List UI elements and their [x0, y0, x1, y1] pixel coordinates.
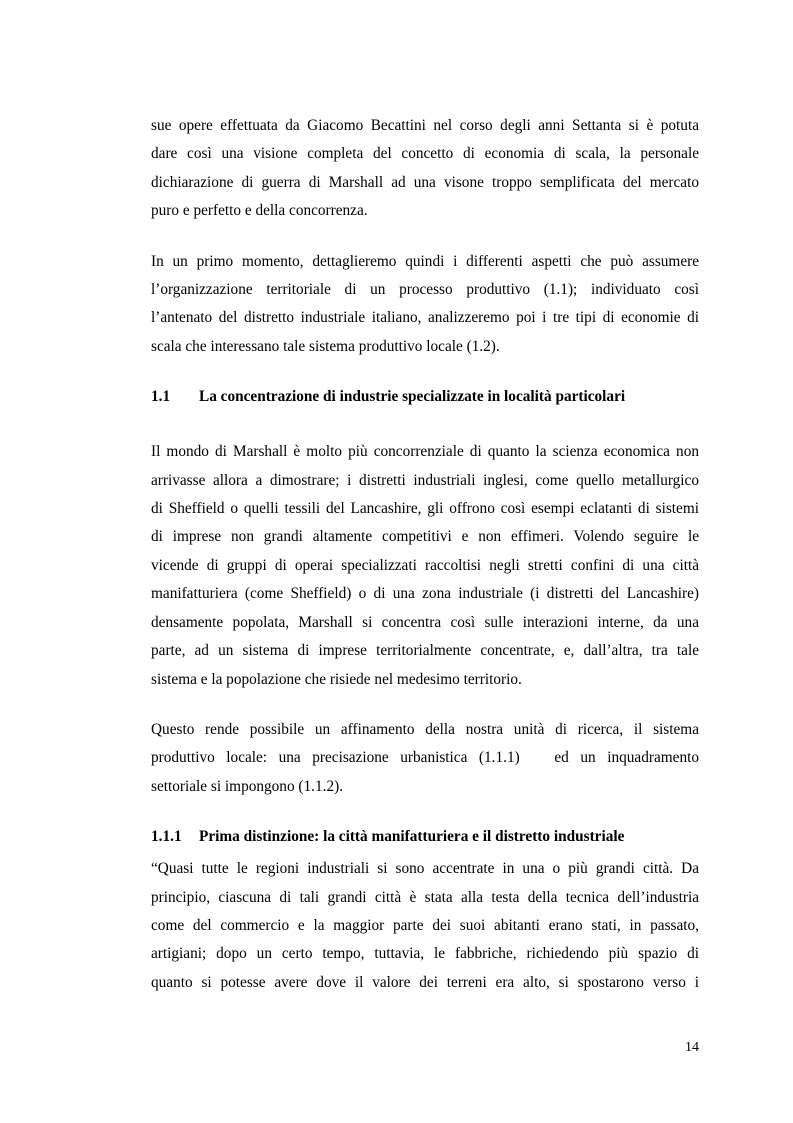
text-line: manifatturiera (come Sheffield) o di una zona industriale (i distretti del Lancashire) — [151, 585, 699, 603]
section-number: 1.1.1 — [151, 828, 182, 846]
text-line: arrivasse allora a dimostrare; i distretti industriali inglesi, come quello metallurgico — [151, 471, 699, 489]
text-line: “Quasi tutte le regioni industriali si sono accentrate in una o più grandi città. Da — [151, 860, 699, 878]
text-line: scala che interessano tale sistema produttivo locale (1.2). — [151, 337, 500, 355]
text-line: principio, ciascuna di tali grandi città è stata alla testa della tecnica dell’industria — [151, 888, 699, 906]
section-title: Prima distinzione: la città manifatturiera e il distretto industriale — [199, 828, 625, 846]
text-line: vicende di gruppi di operai specializzati raccoltisi negli stretti confini di una città — [151, 556, 699, 574]
text-line: dare così una visione completa del concetto di economia di scala, la personale — [151, 145, 699, 163]
text-line: sue opere effettuata da Giacomo Becattini nel corso degli anni Settanta si è potuta — [151, 117, 699, 134]
page-body — [151, 112, 699, 997]
text-line: puro e perfetto e della concorrenza. — [151, 202, 368, 220]
text-line: sistema e la popolazione che risiede nel medesimo territorio. — [151, 670, 522, 688]
text-line: parte, ad un sistema di imprese territorialmente concentrate, e, dall’altra, tra tale — [151, 642, 699, 660]
paragraph-3 — [151, 438, 699, 694]
page-number: 14 — [685, 1040, 699, 1055]
text-line: quanto si potesse avere dove il valore dei terreni era alto, si spostarono verso i — [151, 973, 699, 991]
text-line: In un primo momento, dettaglieremo quindi i differenti aspetti che può assumere — [151, 252, 699, 270]
text-line: come del commercio e la maggior parte dei suoi abitanti erano stati, in passato, — [151, 916, 699, 934]
paragraph-5 — [151, 855, 699, 997]
text-line: densamente popolata, Marshall si concentra così sulle interazioni interne, da una — [151, 613, 699, 631]
text-line: di Sheffield o quelli tessili del Lancashire, gli offrono così esempi eclatanti di sistemi — [151, 500, 699, 518]
section-title: La concentrazione di industrie specializzate in località particolari — [199, 388, 626, 406]
paragraph-1 — [151, 112, 699, 226]
paragraph-4 — [151, 716, 699, 801]
text-line: di imprese non grandi altamente competitivi e non effimeri. Volendo seguire le — [151, 528, 699, 546]
text-line: l’antenato del distretto industriale italiano, analizzeremo poi i tre tipi di economie di — [151, 309, 699, 327]
paragraph-2 — [151, 248, 699, 362]
text-line: settoriale si impongono (1.1.2). — [151, 777, 344, 795]
text-line: dichiarazione di guerra di Marshall ad una visone troppo semplificata del mercato — [151, 173, 699, 191]
text-line: l’organizzazione territoriale di un processo produttivo (1.1); individuato così — [151, 281, 699, 299]
text-line: artigiani; dopo un certo tempo, tuttavia, le fabbriche, richiedendo più spazio di — [151, 945, 699, 963]
text-line: produttivo locale: una precisazione urbanistica (1.1.1) ed un inquadramento — [151, 749, 699, 767]
text-line: Il mondo di Marshall è molto più concorrenziale di quanto la scienza economica non — [151, 443, 699, 461]
section-heading-1-1-1 — [151, 823, 699, 851]
text-line: Questo rende possibile un affinamento della nostra unità di ricerca, il sistema — [151, 720, 699, 738]
section-heading-1-1 — [151, 383, 699, 411]
section-number: 1.1 — [151, 388, 171, 406]
